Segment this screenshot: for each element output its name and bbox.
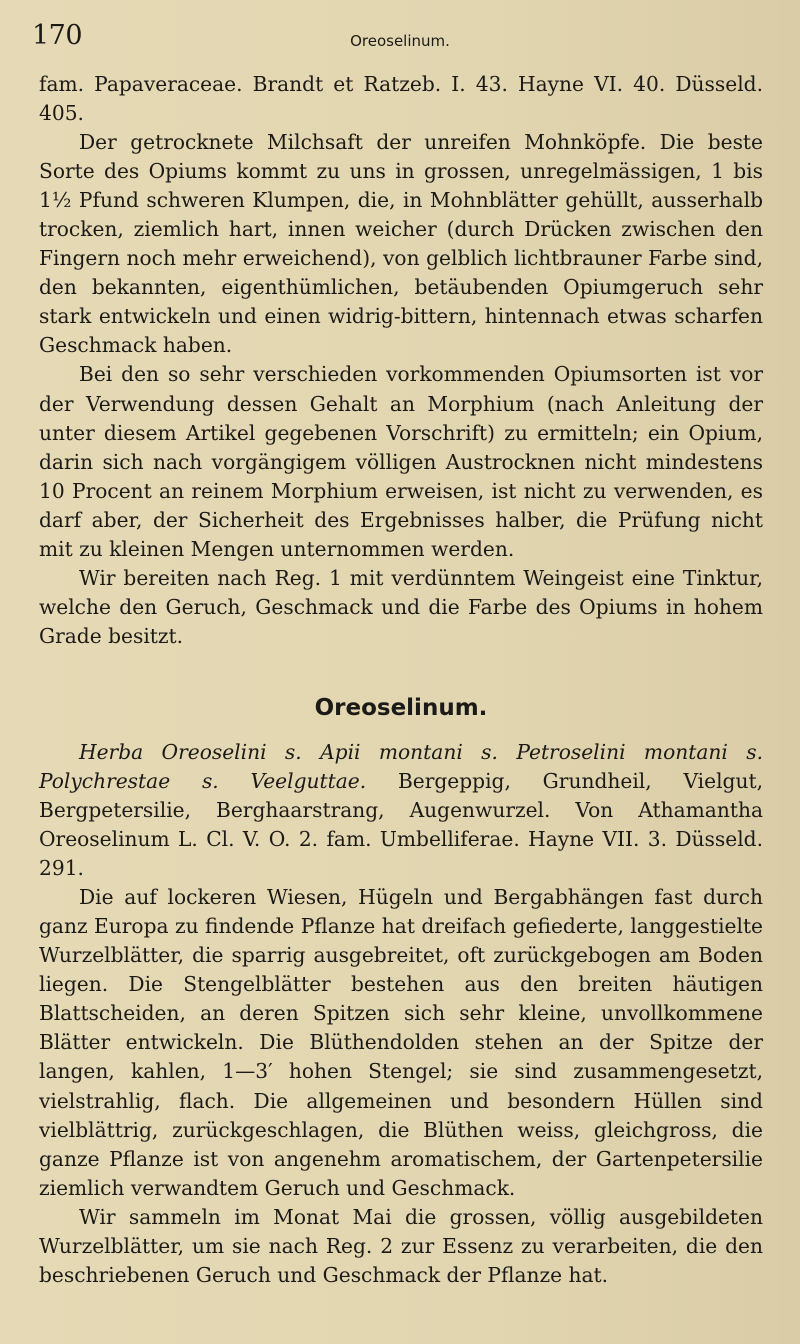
opium-paragraph-1: fam. Papaveraceae. Brandt et Ratzeb. I. 43. Hayne VI. 40. Düsseld. 405. (39, 72, 763, 126)
oreoselinum-paragraph-2: Die auf lockeren Wiesen, Hügeln und Bergabhängen fast durch ganz Europa zu findende Pflanze hat dreifach gefiederte, langgestielte Wurzelblätter, die sparrig ausgebreitet, oft zurückgebogen am Boden liegen. Die Stengelblätter bestehen aus den breiten häutigen Blattscheiden, an deren Spitzen sich sehr kleine, unvollkommene Blätter entwickeln. Die Blüthendolden stehen an der Spitze der langen, kahlen, 1—3′ hohen Stengel; sie sind zusammengesetzt, vielstrahlig, flach. Die allgemeinen und besondern Hüllen sind vielblättrig, zurückgeschlagen, die Blüthen weiss, gleichgross, die ganze Pflanze ist von angenehm aromatischem, der Gartenpetersilie ziemlich verwandtem Geruch und Geschmack. (39, 885, 763, 1200)
oreoselinum-synonyms-paragraph (39, 738, 763, 883)
page-header (0, 20, 800, 60)
opium-paragraph-2: Der getrocknete Milchsaft der unreifen Mohnköpfe. Die beste Sorte des Opiums kommt zu uns in grossen, unregelmässigen, 1 bis 1½ Pfund schweren Klumpen, die, in Mohnblätter gehüllt, ausserhalb trocken, ziemlich hart, innen weicher (durch Drücken zwischen den Fingern noch mehr erweichend), von gelblich lichtbrauner Farbe sind, den bekannten, eigenthümlichen, betäubenden Opiumgeruch sehr stark entwickeln und einen widrig-bittern, hintennach etwas scharfen Geschmack haben. (39, 130, 763, 358)
synonyms-description: Bergeppig, Grundheil, Vielgut, Bergpetersilie, Berghaarstrang, Augenwurzel. Von Athamantha Oreoselinum L. Cl. V. O. 2. fam. Umbelliferae. Hayne VII. 3. Düsseld. 291. (39, 768, 763, 881)
running-title: Oreoselinum. (350, 32, 450, 50)
oreoselinum-paragraph-3: Wir sammeln im Monat Mai die grossen, völlig ausgebildeten Wurzelblätter, um sie nach Reg. 2 zur Essenz zu verarbeiten, die den beschriebenen Geruch und Geschmack der Pflanze hat. (39, 1204, 763, 1287)
latin-synonyms: Herba Oreoselini s. Apii montani s. Petroselini montani s. Polychrestae s. Veelguttae. (39, 739, 763, 793)
body-text (39, 70, 763, 1290)
page-number: 170 (32, 20, 83, 51)
section-heading-oreoselinum: Oreoselinum. (314, 694, 488, 721)
opium-paragraph-4: Wir bereiten nach Reg. 1 mit verdünntem Weingeist eine Tinktur, welche den Geruch, Geschmack und die Farbe des Opiums in hohem Grade besitzt. (39, 565, 763, 648)
opium-paragraph-3: Bei den so sehr verschieden vorkommenden Opiumsorten ist vor der Verwendung dessen Gehalt an Morphium (nach Anleitung der unter diesem Artikel gegebenen Vorschrift) zu ermitteln; ein Opium, darin sich nach vorgängigem völligen Austrocknen nicht mindestens 10 Procent an reinem Morphium erweisen, ist nicht zu verwenden, es darf aber, der Sicherheit des Ergebnisses halber, die Prüfung nicht mit zu kleinen Mengen unternommen werden. (39, 362, 763, 561)
